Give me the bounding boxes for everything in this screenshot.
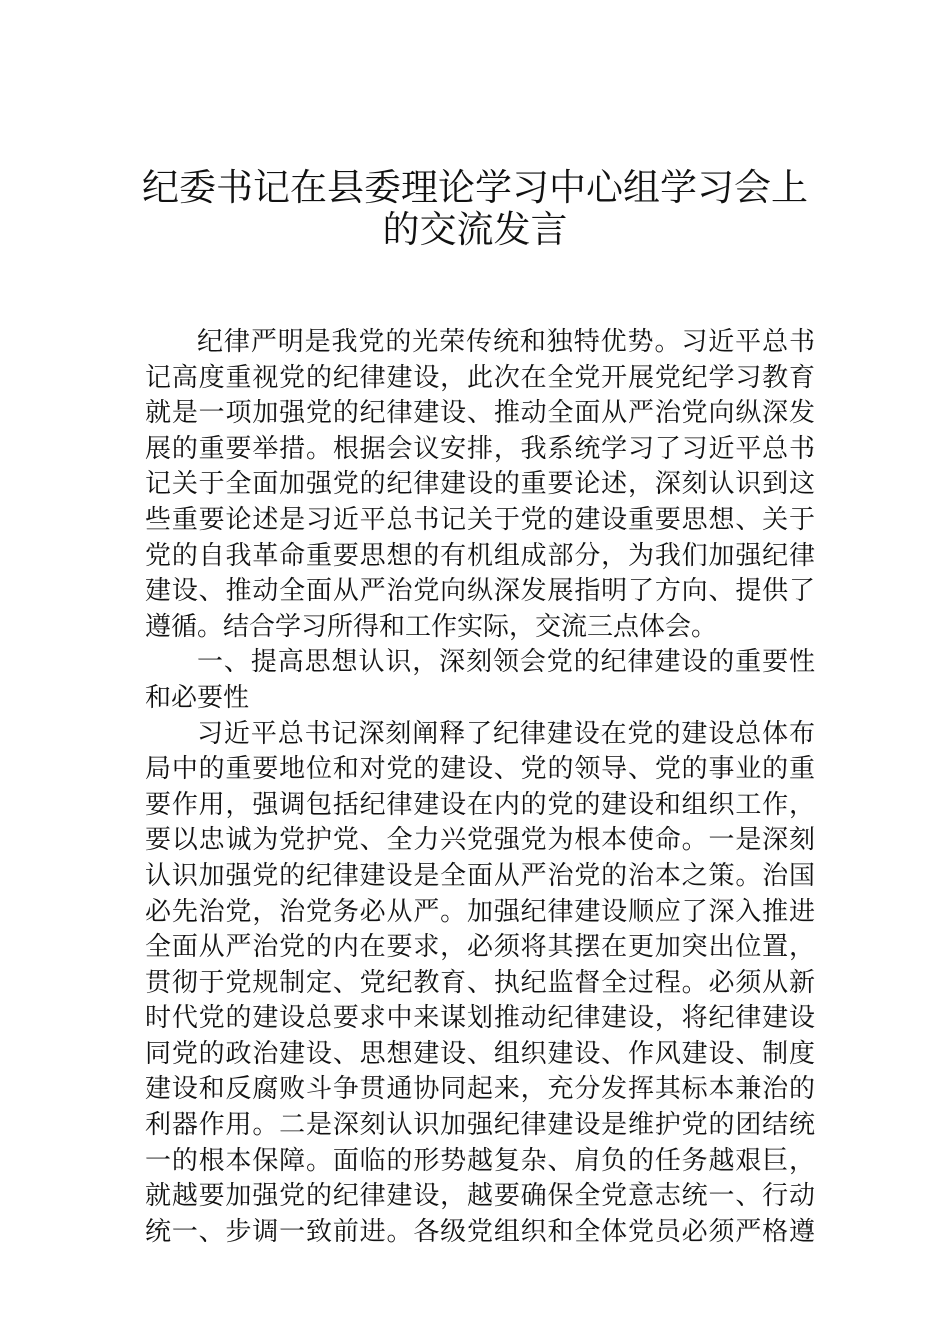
body-line: 建设和反腐败斗争贯通协同起来，充分发挥其标本兼治的 [145,1074,815,1105]
body-line: 些重要论述是习近平总书记关于党的建设重要思想、关于 [145,504,815,535]
body-line: 展的重要举措。根据会议安排，我系统学习了习近平总书 [145,433,815,464]
body-line: 认识加强党的纪律建设是全面从严治党的治本之策。治国 [145,860,815,891]
document-title-line-1: 纪委书记在县委理论学习中心组学习会上 [142,166,808,209]
body-line: 就是一项加强党的纪律建设、推动全面从严治党向纵深发 [145,398,815,429]
body-line: 记高度重视党的纪律建设，此次在全党开展党纪学习教育 [145,362,815,393]
body-line: 利器作用。二是深刻认识加强纪律建设是维护党的团结统 [145,1110,815,1141]
body-line: 记关于全面加强党的纪律建设的重要论述，深刻认识到这 [145,469,815,500]
section-heading-line: 一、提高思想认识，深刻领会党的纪律建设的重要性 [197,647,815,678]
body-line: 要以忠诚为党护党、全力兴党强党为根本使命。一是深刻 [145,825,815,856]
body-line: 习近平总书记深刻阐释了纪律建设在党的建设总体布 [197,718,815,749]
document-title-line-2: 的交流发言 [382,208,568,251]
body-line: 纪律严明是我党的光荣传统和独特优势。习近平总书 [197,327,815,357]
body-line: 时代党的建设总要求中来谋划推动纪律建设，将纪律建设 [145,1003,815,1034]
section-heading-line: 和必要性 [145,682,250,713]
document-body [145,325,815,1250]
body-line: 贯彻于党规制定、党纪教育、执纪监督全过程。必须从新 [145,967,815,998]
body-line: 全面从严治党的内在要求，必须将其摆在更加突出位置， [145,932,815,963]
body-line: 建设、推动全面从严治党向纵深发展指明了方向、提供了 [145,576,815,607]
body-line: 一的根本保障。面临的形势越复杂、肩负的任务越艰巨， [145,1145,815,1176]
body-line: 就越要加强党的纪律建设，越要确保全党意志统一、行动 [145,1181,815,1212]
body-line: 统一、步调一致前进。各级党组织和全体党员必须严格遵 [145,1216,815,1247]
body-line: 同党的政治建设、思想建设、组织建设、作风建设、制度 [145,1038,815,1069]
body-line: 要作用，强调包括纪律建设在内的党的建设和组织工作， [145,789,815,820]
body-line: 必先治党，治党务必从严。加强纪律建设顺应了深入推进 [145,896,815,927]
body-line: 遵循。结合学习所得和工作实际，交流三点体会。 [145,611,718,642]
body-line: 局中的重要地位和对党的建设、党的领导、党的事业的重 [145,754,815,785]
body-line: 党的自我革命重要思想的有机组成部分，为我们加强纪律 [145,540,815,571]
